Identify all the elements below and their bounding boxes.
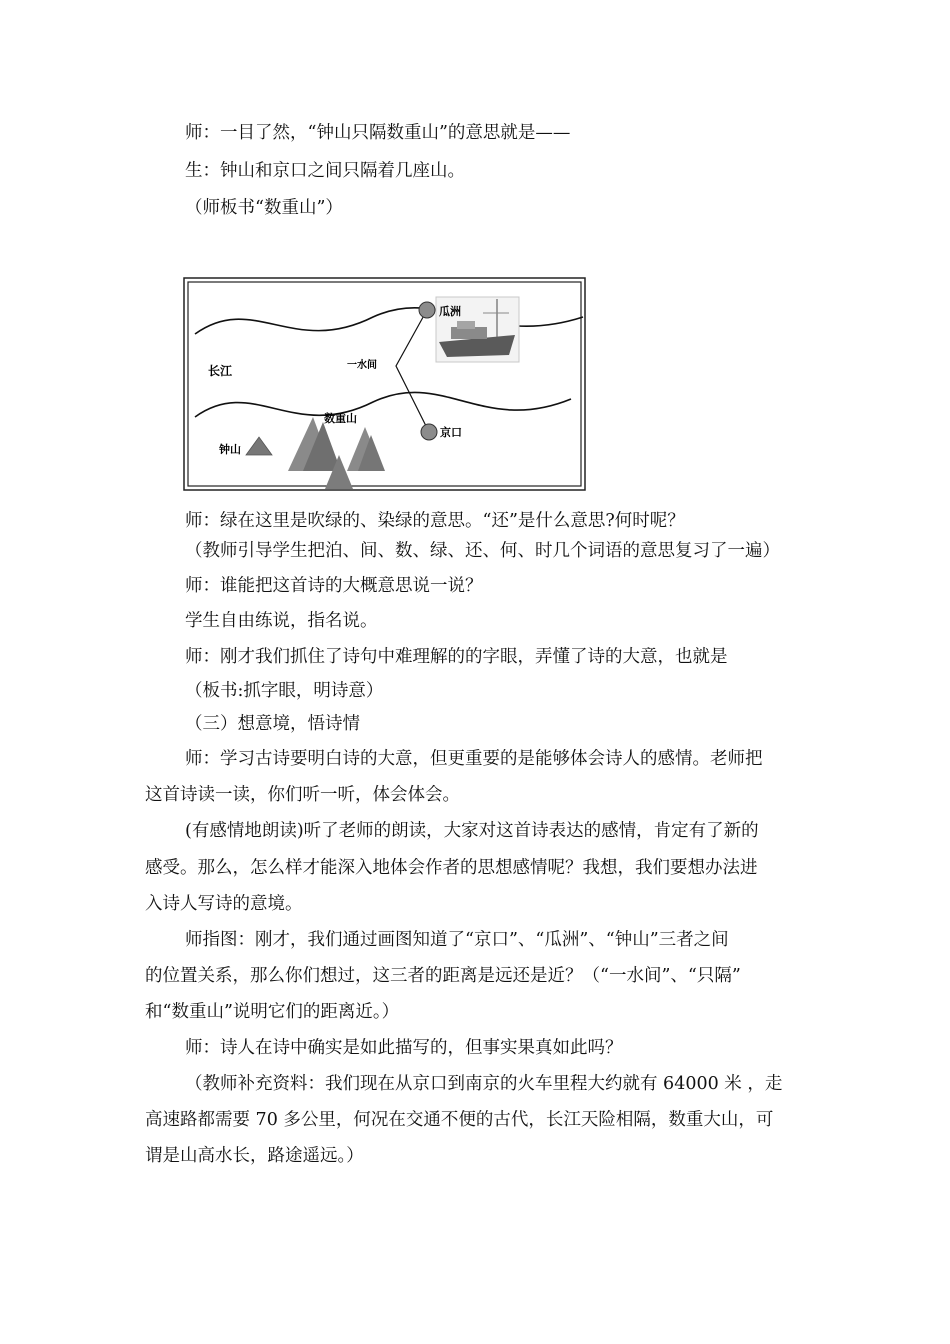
text-line: 和“数重山”说明它们的距离近。） <box>145 1002 400 1022</box>
text-line: （教师引导学生把泊、间、数、绿、还、何、时几个词语的意思复习了一遍） <box>185 541 780 561</box>
zhongshan-mountain <box>246 437 272 455</box>
text-line: 师：绿在这里是吹绿的、染绿的意思。“还”是什么意思?何时呢？ <box>185 511 685 531</box>
text-line: 这首诗读一读，你们听一听，体会体会。 <box>145 785 460 805</box>
text-line: 学生自由练说，指名说。 <box>185 611 378 631</box>
text-line: 师：刚才我们抓住了诗句中难理解的的字眼，弄懂了诗的大意，也就是 <box>185 647 728 667</box>
text-line: 师：诗人在诗中确实是如此描写的，但事实果真如此吗？ <box>185 1038 623 1058</box>
label-shuchongshan: 数重山 <box>324 412 357 425</box>
text-line: (有感情地朗读)听了老师的朗读，大家对这首诗表达的感情，肯定有了新的 <box>185 821 759 841</box>
text-line: 生：钟山和京口之间只隔着几座山。 <box>185 161 465 181</box>
river-bank-north <box>195 308 583 334</box>
label-zhongshan: 钟山 <box>219 443 241 456</box>
text-line: （教师补充资料：我们现在从京口到南京的火车里程大约就有 64000 米 ，走 <box>185 1074 783 1094</box>
jingkou-marker <box>421 424 437 440</box>
text-line: 感受。那么，怎么样才能深入地体会作者的思想感情呢？我想，我们要想办法进 <box>145 858 758 878</box>
label-yishuijian: 一水间 <box>347 360 377 371</box>
label-jingkou: 京口 <box>440 426 462 439</box>
text-line: 师：一目了然，“钟山只隔数重山”的意思就是—— <box>185 123 571 143</box>
text-line: 师指图：刚才，我们通过画图知道了“京口”、“瓜洲”、“钟山”三者之间 <box>185 930 729 950</box>
text-line: 谓是山高水长，路途遥远。） <box>145 1146 364 1166</box>
section-heading: （三）想意境，悟诗情 <box>185 714 360 734</box>
mountains-shuchongshan <box>288 417 385 489</box>
guazhou-marker <box>419 302 435 318</box>
label-changjiang: 长江 <box>208 364 233 378</box>
text-line: （师板书“数重山”） <box>185 198 343 218</box>
text-line: 师：学习古诗要明白诗的大意，但更重要的是能够体会诗人的感情。老师把 <box>185 749 763 769</box>
text-line: 师：谁能把这首诗的大概意思说一说？ <box>185 576 483 596</box>
map-figure <box>183 277 587 491</box>
text-line: 入诗人写诗的意境。 <box>145 894 303 914</box>
text-line: 高速路都需要 70 多公里，何况在交通不便的古代，长江天险相隔，数重大山，可 <box>145 1110 774 1130</box>
route-line <box>396 310 429 432</box>
text-line: （板书:抓字眼，明诗意） <box>185 681 384 701</box>
river-bank-south <box>195 392 571 417</box>
text-line: 的位置关系，那么你们想过，这三者的距离是远还是近？（“一水间”、“只隔” <box>145 966 741 986</box>
label-guazhou: 瓜洲 <box>439 305 461 318</box>
